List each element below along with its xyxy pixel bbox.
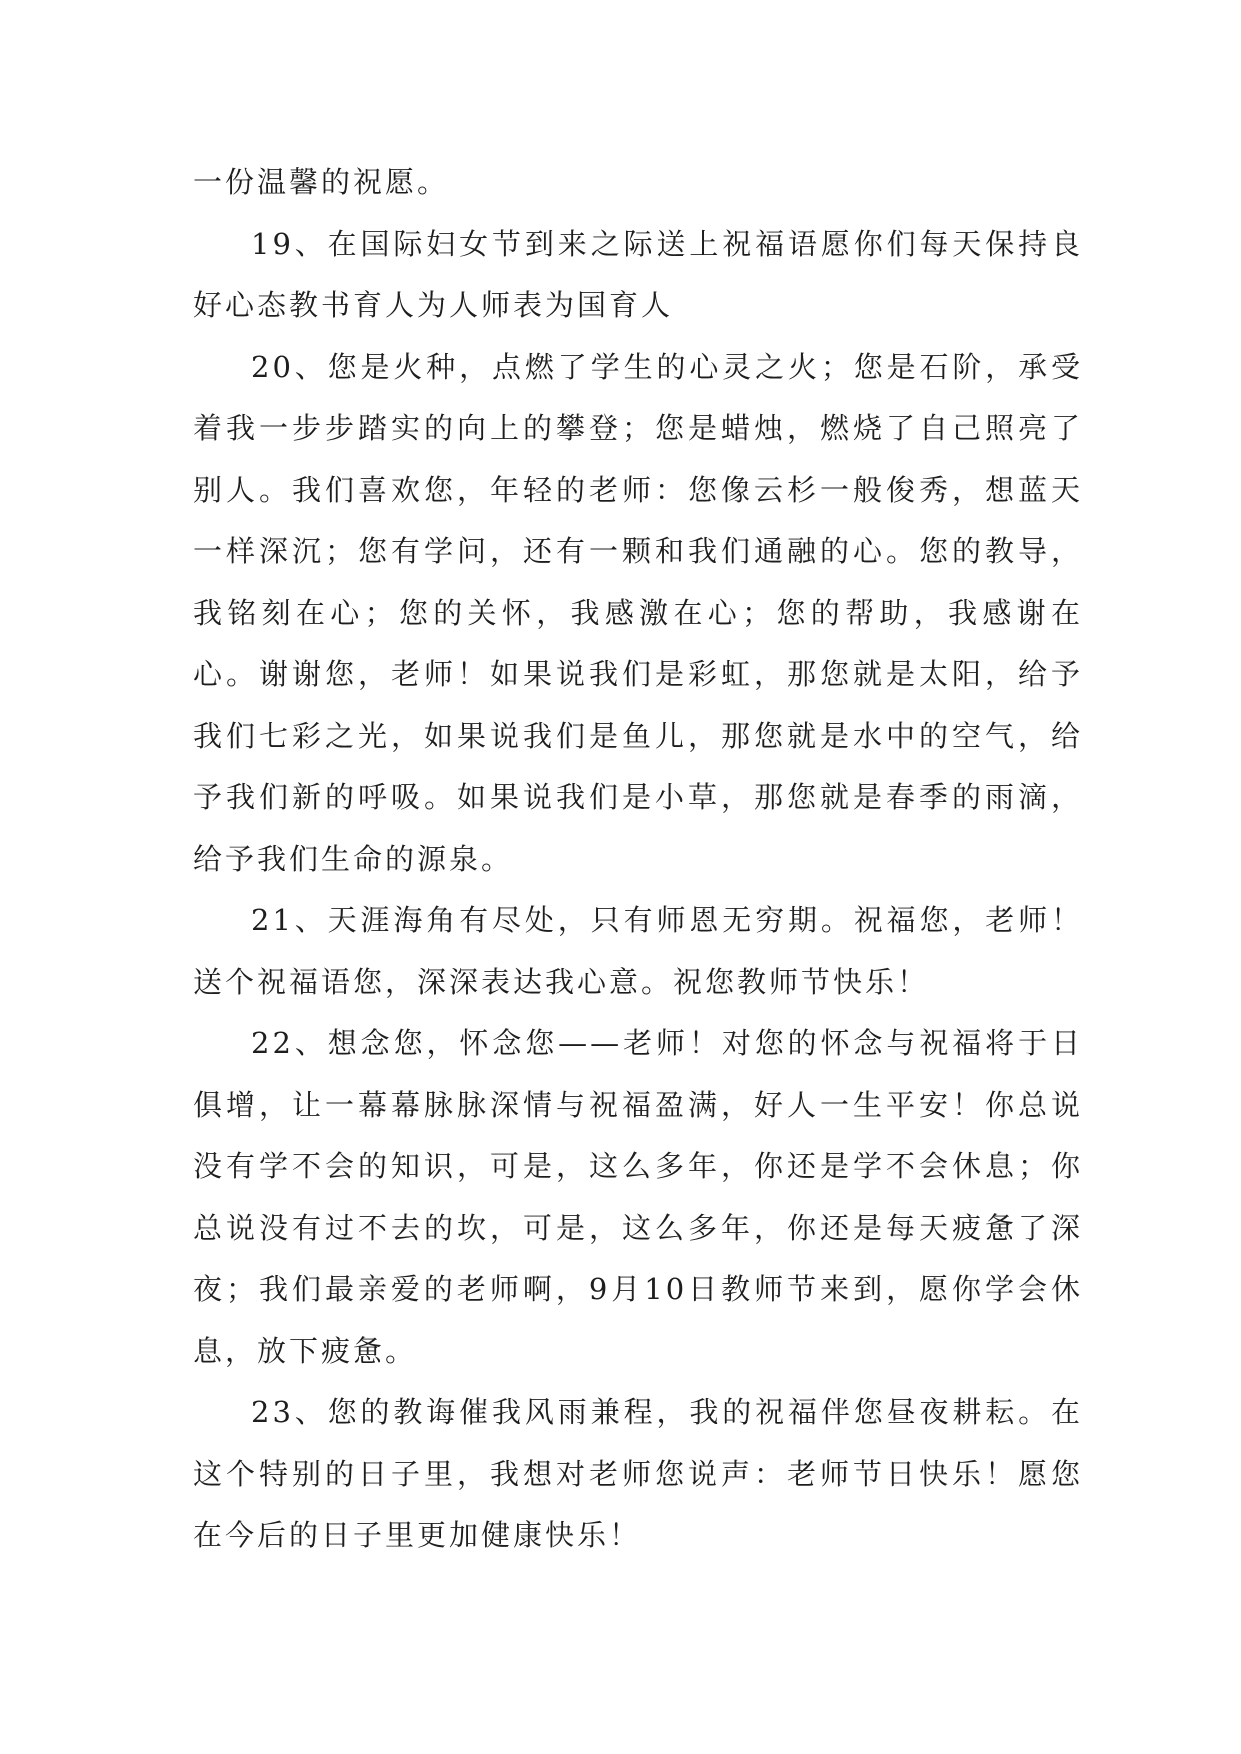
paragraph-19: 19、在国际妇女节到来之际送上祝福语愿你们每天保持良好心态教书育人为人师表为国育人 [193,226,1083,322]
paragraph-21: 21、天涯海角有尽处，只有师恩无穷期。祝福您，老师！送个祝福语您，深深表达我心意。祝您教师节快乐！ [193,903,1083,999]
paragraph-20: 20、您是火种，点燃了学生的心灵之火；您是石阶，承受着我一步步踏实的向上的攀登；您是蜡烛，燃烧了自己照亮了别人。我们喜欢您，年轻的老师：您像云杉一般俊秀，想蓝天一样深沉；您有学问，还有一颗和我们通融的心。您的教导，我铭刻在心；您的关怀，我感激在心；您的帮助，我感谢在心。谢谢您，老师！如果说我们是彩虹，那您就是太阳，给予我们七彩之光，如果说我们是鱼儿，那您就是水中的空气，给予我们新的呼吸。如果说我们是小草，那您就是春季的雨滴，给予我们生命的源泉。 [193,349,1083,876]
paragraph-continuation: 一份温馨的祝愿。 [193,165,450,199]
document-body [193,152,1083,1567]
paragraph-22: 22、想念您，怀念您——老师！对您的怀念与祝福将于日俱增，让一幕幕脉脉深情与祝福盈满，好人一生平安！你总说没有学不会的知识，可是，这么多年，你还是学不会休息；你总说没有过不去的坎，可是，这么多年，你还是每天疲惫了深夜；我们最亲爱的老师啊，9月10日教师节来到，愿你学会休息，放下疲惫。 [193,1026,1083,1368]
paragraph-23: 23、您的教诲催我风雨兼程，我的祝福伴您昼夜耕耘。在这个特别的日子里，我想对老师您说声：老师节日快乐！愿您在今后的日子里更加健康快乐！ [193,1395,1083,1552]
